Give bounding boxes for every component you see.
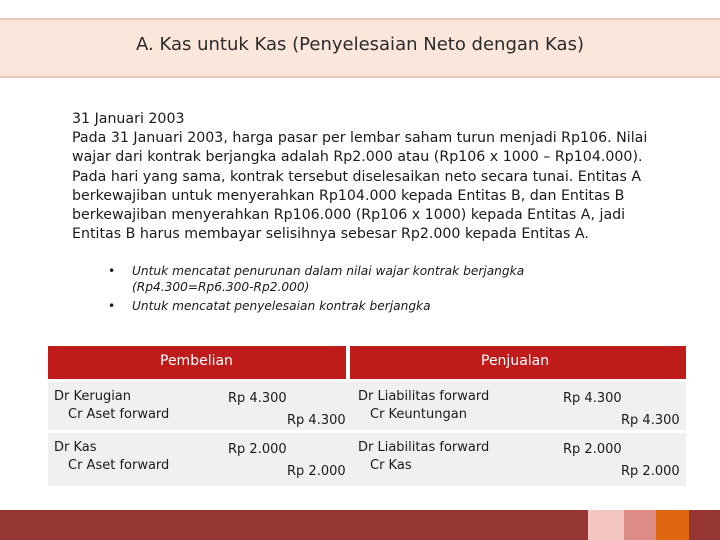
bullet-text: Untuk mencatat penurunan dalam nilai wajar kontrak berjangka (132, 264, 525, 278)
journal-debit: Dr Kas (54, 440, 97, 455)
header-label: Penjualan (481, 353, 550, 369)
bullet-item (108, 263, 688, 279)
paragraph-line: Entitas B harus membayar selisihnya sebesar Rp2.000 kepada Entitas A. (72, 226, 589, 243)
paragraph-line: berkewajiban menyerahkan Rp106.000 (Rp106 x 1000) kepada Entitas A, jadi (72, 207, 626, 224)
table-header-pembelian (48, 346, 346, 379)
paragraph-date: 31 Januari 2003 (72, 111, 185, 127)
journal-debit: Dr Liabilitas forward (358, 440, 490, 455)
debit-amount: Rp 4.300 (563, 391, 622, 406)
title-band-bottom-rule (0, 76, 720, 78)
credit-amount: Rp 2.000 (287, 464, 346, 479)
journal-credit: Cr Aset forward (68, 458, 170, 473)
credit-amount: Rp 4.300 (621, 413, 680, 428)
bullet-list (108, 263, 688, 314)
paragraph-line: wajar dari kontrak berjangka adalah Rp2.000 atau (Rp106 x 1000 – Rp104.000). (72, 149, 643, 166)
slide-title: A. Kas untuk Kas (Penyelesaian Neto dengan Kas) (136, 34, 584, 55)
debit-amount: Rp 2.000 (228, 442, 287, 457)
body-paragraph (72, 110, 672, 244)
bullet-continuation: (Rp4.300=Rp6.300-Rp2.000) (132, 280, 310, 294)
journal-debit: Dr Kerugian (54, 389, 132, 404)
journal-credit: Cr Kas (370, 458, 412, 473)
bullet-item (108, 298, 688, 314)
paragraph-line: Pada hari yang sama, kontrak tersebut diselesaikan neto secara tunai. Entitas A (72, 168, 642, 185)
bullet-marker: • (108, 299, 116, 313)
journal-credit: Cr Aset forward (68, 407, 170, 422)
title-band-top-rule (0, 18, 720, 20)
debit-amount: Rp 4.300 (228, 391, 287, 406)
bullet-text: Untuk mencatat penyelesaian kontrak berjangka (132, 299, 431, 313)
journal-debit: Dr Liabilitas forward (358, 389, 490, 404)
footer-block-light (588, 510, 624, 540)
table-header-penjualan (350, 346, 686, 379)
credit-amount: Rp 4.300 (287, 413, 346, 428)
footer-block-orange (656, 510, 689, 540)
footer-block-mid (624, 510, 656, 540)
header-label: Pembelian (160, 353, 233, 369)
journal-credit: Cr Keuntungan (370, 407, 467, 422)
debit-amount: Rp 2.000 (563, 442, 622, 457)
paragraph-line: Pada 31 Januari 2003, harga pasar per lembar saham turun menjadi Rp106. Nilai (72, 130, 648, 147)
paragraph-line: berkewajiban untuk menyerahkan Rp104.000 kepada Entitas B, dan Entitas B (72, 187, 625, 204)
bullet-marker: • (108, 264, 116, 278)
credit-amount: Rp 2.000 (621, 464, 680, 479)
